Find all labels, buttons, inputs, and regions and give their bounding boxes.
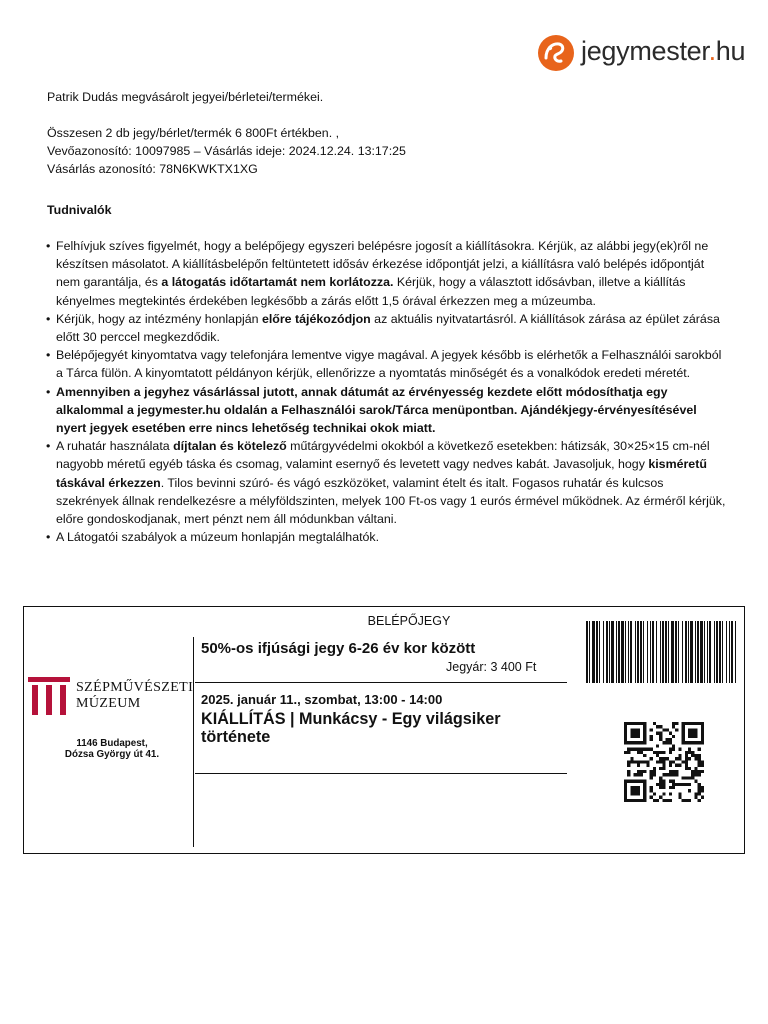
- qr-module: [678, 796, 681, 799]
- qr-module: [653, 770, 656, 773]
- qr-module: [694, 770, 697, 773]
- barcode-bar: [662, 621, 664, 683]
- qr-module: [685, 760, 688, 763]
- note-text: A Látogatói szabályok a múzeum honlapján megtalálhatók.: [56, 530, 380, 545]
- qr-module: [662, 764, 665, 767]
- qr-module: [685, 757, 688, 760]
- barcode-bar: [704, 621, 705, 683]
- qr-module: [662, 799, 665, 802]
- qr-module: [659, 783, 662, 786]
- barcode: [586, 621, 739, 683]
- qr-module: [682, 783, 685, 786]
- qr-module: [659, 780, 662, 783]
- qr-module: [659, 751, 662, 754]
- ticket-divider-vertical: [193, 637, 194, 847]
- qr-module: [698, 748, 701, 751]
- barcode-bar: [682, 621, 683, 683]
- barcode-bar: [668, 621, 669, 683]
- qr-finder: [630, 786, 640, 796]
- qr-module: [698, 799, 701, 802]
- qr-module: [675, 757, 678, 760]
- qr-module: [634, 748, 637, 751]
- qr-module: [653, 792, 656, 795]
- qr-module: [659, 725, 662, 728]
- qr-module: [698, 770, 701, 773]
- brand-word: jegymester: [581, 36, 709, 66]
- qr-module: [666, 773, 669, 776]
- qr-module: [650, 738, 653, 741]
- barcode-bar: [625, 621, 626, 683]
- qr-module: [666, 757, 669, 760]
- qr-module: [637, 764, 640, 767]
- barcode-bar: [707, 621, 708, 683]
- qr-module: [662, 783, 665, 786]
- barcode-bar: [709, 621, 711, 683]
- qr-module: [672, 748, 675, 751]
- qr-module: [650, 776, 653, 779]
- qr-module: [685, 783, 688, 786]
- brand-name: [581, 36, 745, 67]
- qr-module: [675, 770, 678, 773]
- barcode-bar: [616, 621, 617, 683]
- qr-module: [694, 796, 697, 799]
- barcode-bar: [603, 621, 604, 683]
- qr-module: [691, 754, 694, 757]
- qr-module: [669, 799, 672, 802]
- qr-module: [627, 748, 630, 751]
- summary-line: Összesen 2 db jegy/bérlet/termék 6 800Ft értékben. ,: [47, 126, 340, 140]
- list-item: [47, 528, 727, 546]
- qr-module: [669, 760, 672, 763]
- qr-module: [650, 735, 653, 738]
- qr-module: [688, 751, 691, 754]
- event-title: KIÁLLÍTÁS | Munkácsy - Egy világsiker története: [201, 710, 501, 746]
- qr-module: [656, 799, 659, 802]
- qr-module: [627, 773, 630, 776]
- barcode-bar: [656, 621, 657, 683]
- qr-module: [659, 732, 662, 735]
- barcode-bar: [606, 621, 608, 683]
- barcode-bar: [611, 621, 614, 683]
- barcode-bar: [618, 621, 620, 683]
- qr-finder: [688, 728, 698, 738]
- qr-module: [656, 744, 659, 747]
- qr-module: [672, 722, 675, 725]
- museum-logo: [28, 675, 193, 717]
- barcode-bar: [650, 621, 651, 683]
- qr-module: [662, 792, 665, 795]
- jegymester-mark-icon: [537, 34, 575, 72]
- qr-module: [634, 773, 637, 776]
- qr-module: [701, 789, 704, 792]
- museum-name-line1: SZÉPMŰVÉSZETI: [76, 680, 194, 695]
- qr-module: [669, 741, 672, 744]
- note-emphasis: előre tájékozódjon: [261, 311, 371, 326]
- barcode-bar: [700, 621, 703, 683]
- qr-module: [701, 770, 704, 773]
- qr-module: [669, 738, 672, 741]
- barcode-bar: [731, 621, 733, 683]
- qr-module: [678, 754, 681, 757]
- qr-module: [640, 748, 643, 751]
- barcode-bar: [735, 621, 736, 683]
- qr-module: [694, 780, 697, 783]
- owner-line: Patrik Dudás megvásárolt jegyei/bérletei/termékei.: [47, 90, 324, 104]
- qr-module: [669, 792, 672, 795]
- qr-module: [666, 799, 669, 802]
- qr-module: [688, 799, 691, 802]
- barcode-bar: [726, 621, 727, 683]
- barcode-bar: [729, 621, 730, 683]
- barcode-bar: [652, 621, 654, 683]
- barcode-bar: [675, 621, 677, 683]
- qr-module: [662, 741, 665, 744]
- qr-module: [637, 760, 640, 763]
- barcode-bar: [647, 621, 648, 683]
- barcode-bar: [678, 621, 679, 683]
- qr-module: [701, 796, 704, 799]
- qr-module: [627, 770, 630, 773]
- qr-module: [672, 780, 675, 783]
- note-text: műtárgyvédelmi okokból a következő esetekben: hátizsák, 30×25×15 cm-nél nagyobb méretű egyéb táska és csomag, valamint esernyő és levetett vagy nedves kabát. Javasoljuk, hogy: [56, 439, 710, 472]
- qr-module: [685, 751, 688, 754]
- barcode-bar: [719, 621, 721, 683]
- qr-module: [659, 735, 662, 738]
- qr-module: [659, 776, 662, 779]
- qr-module: [662, 757, 665, 760]
- qr-module: [650, 786, 653, 789]
- qr-module: [698, 764, 701, 767]
- notes-list: [47, 237, 727, 546]
- qr-module: [678, 783, 681, 786]
- qr-module: [627, 760, 630, 763]
- qr-module: [672, 725, 675, 728]
- qr-module: [669, 786, 672, 789]
- barcode-bar: [586, 621, 588, 683]
- ticket: [23, 606, 745, 854]
- brand-dot: .: [708, 36, 716, 66]
- qr-module: [656, 725, 659, 728]
- qr-module: [698, 792, 701, 795]
- qr-module: [669, 751, 672, 754]
- qr-module: [678, 748, 681, 751]
- barcode-bar: [714, 621, 715, 683]
- barcode-bar: [630, 621, 632, 683]
- qr-module: [662, 773, 665, 776]
- barcode-bar: [688, 621, 689, 683]
- qr-module: [646, 748, 649, 751]
- note-text: az aktuális nyitvatartásról. A kiállítások zárása az épület zárása előtt 30 perccel megkezdődik.: [56, 311, 720, 345]
- barcode-bar: [592, 621, 595, 683]
- qr-module: [698, 773, 701, 776]
- note-emphasis: a látogatás időtartamát nem korlátozza.: [161, 275, 394, 290]
- qr-module: [701, 764, 704, 767]
- qr-module: [630, 748, 633, 751]
- qr-module: [669, 773, 672, 776]
- qr-module: [640, 773, 643, 776]
- qr-code: [624, 722, 704, 802]
- qr-module: [698, 760, 701, 763]
- qr-module: [653, 751, 656, 754]
- qr-module: [688, 748, 691, 751]
- qr-module: [650, 770, 653, 773]
- qr-module: [688, 757, 691, 760]
- qr-module: [678, 757, 681, 760]
- qr-module: [662, 760, 665, 763]
- qr-module: [669, 770, 672, 773]
- museum-mark-icon: [28, 677, 70, 717]
- qr-module: [694, 767, 697, 770]
- note-emphasis: Amennyiben a jegyhez vásárlással jutott, annak dátumát az érvényesség kezdete előtt módosíthatja egy alkalommal a jegymester.hu oldalán a Felhasználói sarok/Tárca menüpontban. Ajándékjegy-érvényesítésével nyert jegyek esetében erre nincs lehetőség technikai okok miatt.: [56, 384, 697, 436]
- qr-module: [659, 757, 662, 760]
- note-text: . Tilos bevinni szúró- és vágó eszközöket, valamint ételt és italt. Fogasos ruhatár és kulcsos szekrények állnak rendelkezésre a mélyföldszinten, melyek 100 Ft-os vagy 1 eurós érmével működnek. Az érméről kérjük, előre gondoskodjanak, mert pénzt nem áll módunkban váltani.: [56, 475, 726, 527]
- qr-module: [682, 776, 685, 779]
- qr-module: [672, 783, 675, 786]
- qr-module: [691, 751, 694, 754]
- qr-module: [659, 796, 662, 799]
- qr-module: [637, 748, 640, 751]
- qr-module: [672, 735, 675, 738]
- ticket-label: BELÉPŐJEGY: [367, 614, 451, 628]
- barcode-bar: [599, 621, 600, 683]
- barcode-bar: [697, 621, 699, 683]
- list-item: [47, 237, 727, 310]
- qr-module: [656, 760, 659, 763]
- qr-module: [678, 792, 681, 795]
- qr-module: [682, 799, 685, 802]
- list-item: [47, 383, 727, 438]
- qr-module: [646, 760, 649, 763]
- qr-module: [650, 757, 653, 760]
- qr-module: [701, 786, 704, 789]
- qr-module: [656, 754, 659, 757]
- ticket-divider: [195, 682, 567, 683]
- qr-module: [637, 751, 640, 754]
- list-item: [47, 310, 727, 346]
- qr-module: [662, 728, 665, 731]
- qr-module: [672, 770, 675, 773]
- purchase-id-line: Vásárlás azonosító: 78N6KWKTX1XG: [47, 162, 258, 176]
- list-item: [47, 437, 727, 528]
- qr-module: [643, 770, 646, 773]
- barcode-bar: [637, 621, 639, 683]
- museum-address: [24, 738, 200, 760]
- qr-module: [698, 783, 701, 786]
- qr-module: [646, 764, 649, 767]
- qr-module: [672, 760, 675, 763]
- qr-module: [675, 773, 678, 776]
- qr-module: [672, 773, 675, 776]
- qr-module: [662, 786, 665, 789]
- qr-module: [627, 764, 630, 767]
- qr-module: [659, 760, 662, 763]
- qr-module: [675, 764, 678, 767]
- address-line: 1146 Budapest,: [76, 738, 148, 749]
- qr-module: [669, 780, 672, 783]
- qr-module: [675, 722, 678, 725]
- qr-module: [662, 751, 665, 754]
- qr-module: [691, 773, 694, 776]
- qr-module: [698, 757, 701, 760]
- barcode-bar: [621, 621, 624, 683]
- qr-module: [672, 744, 675, 747]
- qr-module: [675, 783, 678, 786]
- qr-module: [666, 741, 669, 744]
- qr-module: [662, 780, 665, 783]
- qr-module: [685, 776, 688, 779]
- barcode-bar: [635, 621, 636, 683]
- note-text: Kérjük, hogy a választott idősávban, illetve a kiállítás kényelmes megtekintés érdekében legkésőbb a zárás előtt 1,5 órával érkezzen meg a múzeumba.: [56, 275, 686, 308]
- jegymester-logo: [537, 34, 752, 72]
- qr-module: [630, 757, 633, 760]
- qr-module: [656, 732, 659, 735]
- qr-module: [666, 738, 669, 741]
- barcode-bar: [589, 621, 590, 683]
- qr-module: [653, 722, 656, 725]
- qr-module: [634, 760, 637, 763]
- qr-module: [672, 786, 675, 789]
- qr-module: [669, 732, 672, 735]
- barcode-bar: [609, 621, 610, 683]
- qr-module: [630, 760, 633, 763]
- qr-module: [640, 770, 643, 773]
- qr-module: [669, 764, 672, 767]
- qr-module: [685, 767, 688, 770]
- qr-module: [688, 767, 691, 770]
- qr-module: [682, 760, 685, 763]
- qr-module: [666, 728, 669, 731]
- qr-module: [640, 760, 643, 763]
- museum-name-line2: MÚZEUM: [76, 696, 141, 711]
- barcode-bar: [640, 621, 642, 683]
- note-text: Belépőjegyét kinyomtatva vagy telefonjára lementve vigye magával. A jegyek később is elérhetők a Felhasználói sarokból a Tárca fülön. A kinyomtatott példányon kérjük, ellenőrizze a nyomtatás minőségét és a vonalkódok eredeti méretét.: [56, 348, 722, 381]
- qr-module: [678, 764, 681, 767]
- qr-module: [694, 792, 697, 795]
- qr-module: [659, 767, 662, 770]
- note-text: Felhívjuk szíves figyelmét, hogy a belépőjegy egyszeri belépésre jogosít a kiállításokra. Kérjük, az alábbi jegy(ek)ről ne készítsen másolatot. A kiállításbelépőn feltüntetett idősáv érkezése időpontját jelzi, a kiállításra való belépés időpontját nem garantálja, és: [56, 239, 709, 290]
- qr-module: [650, 796, 653, 799]
- qr-module: [650, 728, 653, 731]
- qr-module: [627, 751, 630, 754]
- qr-module: [643, 748, 646, 751]
- qr-module: [694, 773, 697, 776]
- barcode-bar: [685, 621, 687, 683]
- qr-module: [656, 751, 659, 754]
- qr-module: [698, 786, 701, 789]
- ticket-price: Jegyár: 3 400 Ft: [446, 660, 537, 674]
- event-datetime: 2025. január 11., szombat, 13:00 - 14:00: [201, 692, 443, 707]
- barcode-bar: [716, 621, 718, 683]
- qr-module: [659, 786, 662, 789]
- qr-module: [675, 728, 678, 731]
- qr-module: [656, 783, 659, 786]
- qr-module: [662, 767, 665, 770]
- qr-module: [669, 748, 672, 751]
- qr-module: [650, 773, 653, 776]
- qr-module: [653, 799, 656, 802]
- ticket-divider: [195, 773, 567, 774]
- qr-finder: [630, 728, 640, 738]
- barcode-bar: [722, 621, 723, 683]
- qr-module: [650, 748, 653, 751]
- qr-module: [694, 757, 697, 760]
- qr-module: [640, 751, 643, 754]
- qr-module: [691, 770, 694, 773]
- barcode-bar: [643, 621, 644, 683]
- barcode-bar: [690, 621, 693, 683]
- qr-module: [685, 799, 688, 802]
- qr-module: [624, 751, 627, 754]
- qr-module: [643, 760, 646, 763]
- qr-module: [659, 738, 662, 741]
- notes-title: Tudnivalók: [47, 203, 112, 217]
- ticket-type: 50%-os ifjúsági jegy 6-26 év kor között: [201, 640, 476, 657]
- note-text: Kérjük, hogy az intézmény honlapján: [56, 311, 262, 326]
- qr-module: [694, 754, 697, 757]
- qr-module: [650, 789, 653, 792]
- barcode-bar: [628, 621, 629, 683]
- barcode-bar: [671, 621, 674, 683]
- qr-module: [685, 764, 688, 767]
- qr-module: [688, 789, 691, 792]
- brand-tld: hu: [715, 36, 746, 66]
- qr-module: [653, 773, 656, 776]
- buyer-line: Vevőazonosító: 10097985 – Vásárlás ideje: 2024.12.24. 13:17:25: [47, 144, 406, 158]
- list-item: [47, 346, 727, 382]
- qr-module: [688, 783, 691, 786]
- qr-module: [691, 776, 694, 779]
- barcode-bar: [665, 621, 667, 683]
- note-emphasis: díjtalan és kötelező: [173, 439, 287, 454]
- qr-module: [637, 770, 640, 773]
- qr-module: [685, 754, 688, 757]
- note-emphasis: kisméretű táskával érkezzen: [56, 457, 707, 490]
- qr-module: [653, 767, 656, 770]
- qr-module: [688, 776, 691, 779]
- barcode-bar: [695, 621, 696, 683]
- qr-module: [701, 760, 704, 763]
- qr-module: [698, 789, 701, 792]
- note-text: A ruhatár használata: [56, 439, 174, 454]
- qr-module: [698, 754, 701, 757]
- barcode-bar: [660, 621, 661, 683]
- address-line: Dózsa György út 41.: [64, 749, 160, 760]
- qr-module: [643, 754, 646, 757]
- qr-module: [637, 773, 640, 776]
- barcode-bar: [596, 621, 598, 683]
